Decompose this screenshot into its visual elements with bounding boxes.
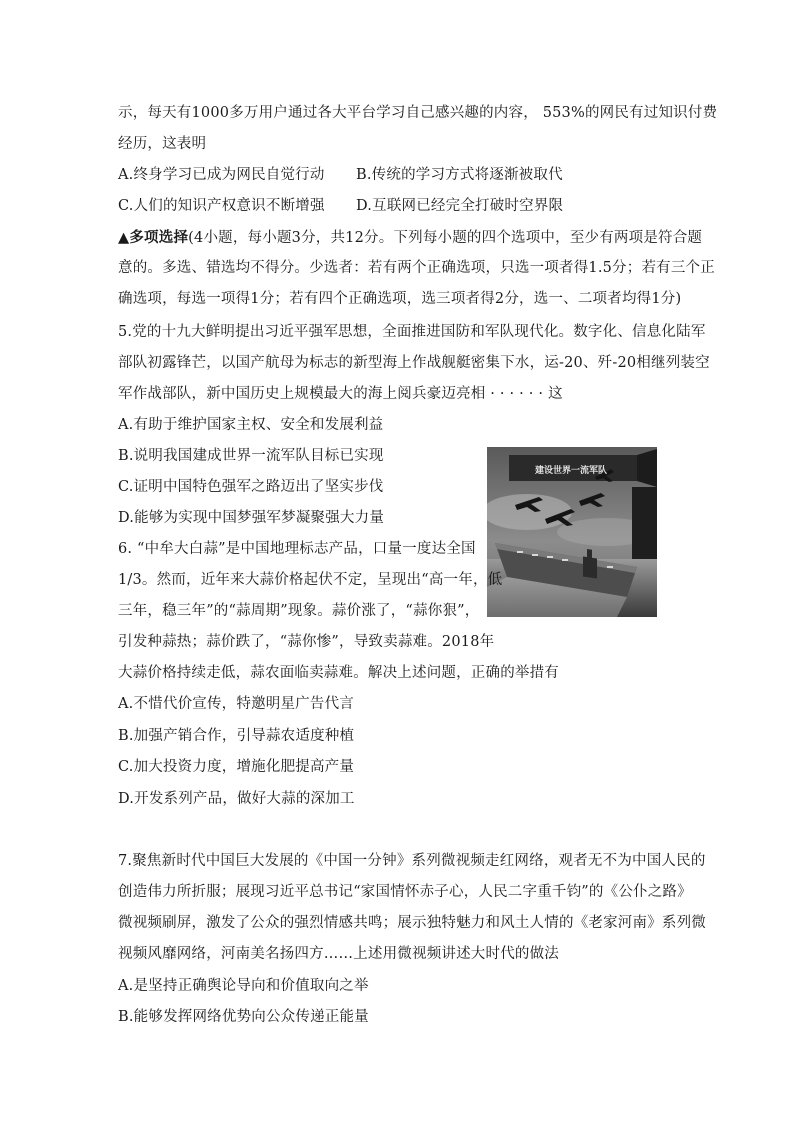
figure-banner-text: 建设世界一流军队 <box>534 466 608 476</box>
q5-option-a: A.有助于维护国家主权、安全和发展利益 <box>118 417 384 433</box>
q4-option-d: D.互联网已经完全打破时空界限 <box>356 198 564 214</box>
q4-options-row-1 <box>118 165 563 185</box>
q6-option-b: B.加强产销合作，引导蒜农适度种植 <box>118 728 355 744</box>
section-header-line-2: 意的。多选、错选均不得分。少选者：若有两个正确选项，只选一项者得1.5分；若有三个正 <box>118 260 715 276</box>
triangle-icon: ▲ <box>118 229 130 246</box>
q4-options-row-2 <box>118 196 564 216</box>
q4-option-c: C.人们的知识产权意识不断增强 <box>118 198 325 214</box>
military-photo-illustration <box>487 447 657 617</box>
q6-stem-line-3: 三年，稳三年”的“蒜周期”现象。蒜价涨了，“蒜你狠”， <box>118 603 480 619</box>
military-photo-figure <box>487 447 657 617</box>
q6-stem-line-1: 6. “中牟大白蒜”是中国地理标志产品，口量一度达全国 <box>118 541 476 557</box>
q6-option-a: A.不惜代价宣传，特邀明星广告代言 <box>118 696 354 712</box>
q5-stem-line-2: 部队初露锋芒，以国产航母为标志的新型海上作战舰艇密集下水，运-20、歼-20相继列装空 <box>118 355 710 371</box>
q5-stem-line-1: 5.党的十九大鲜明提出习近平强军思想，全面推进国防和军队现代化。数字化、信息化陆军 <box>118 324 706 340</box>
section-header-line-1 <box>118 228 702 248</box>
q4-option-a: A.终身学习已成为网民自觉行动 <box>118 167 325 183</box>
q5-stem-line-3: 军作战部队，新中国历史上规模最大的海上阅兵豪迈亮相 · · · · · · 这 <box>118 386 563 402</box>
q4-stem-line-1: 示，每天有1000多万用户通过各大平台学习自己感兴趣的内容， 553%的网民有过知识付费 <box>118 105 718 121</box>
q7-stem-line-3: 微视频刷屏，激发了公众的强烈情感共鸣；展示独特魅力和风土人情的《老家河南》系列微 <box>118 915 706 931</box>
q4-option-b: B.传统的学习方式将逐渐被取代 <box>356 167 563 183</box>
section-instructions: (4小题，每小题3分，共12分。下列每小题的四个选项中，至少有两项是符合题 <box>188 230 703 246</box>
q7-stem-line-4: 视频风靡网络，河南美名扬四方……上述用微视频讲述大时代的做法 <box>118 946 559 962</box>
q5-option-b: B.说明我国建成世界一流军队目标已实现 <box>118 448 384 464</box>
q7-option-b: B.能够发挥网络优势向公众传递正能量 <box>118 1009 369 1025</box>
section-title: 多项选择 <box>129 229 189 246</box>
q6-option-c: C.加大投资力度，增施化肥提高产量 <box>118 759 355 775</box>
q6-stem-line-2: 1/3。然而，近年来大蒜价格起伏不定，呈现出“高一年，低 <box>118 572 503 588</box>
q5-option-d: D.能够为实现中国梦强军梦凝聚强大力量 <box>118 510 385 526</box>
section-header-line-3: 确选项，每选一项得1分；若有四个正确选项，选三项者得2分，选一、二项者均得1分) <box>118 291 682 307</box>
q5-option-c: C.证明中国特色强军之路迈出了坚实步伐 <box>118 479 384 495</box>
q4-stem-line-2: 经历，这表明 <box>118 136 207 152</box>
q6-stem-line-5: 大蒜价格持续走低，蒜农面临卖蒜难。解决上述问题，正确的举措有 <box>118 665 559 681</box>
q7-option-a: A.是坚持正确舆论导向和价值取向之举 <box>118 978 369 994</box>
q6-stem-line-4: 引发种蒜热；蒜价跌了，“蒜你惨”，导致卖蒜难。2018年 <box>118 634 495 650</box>
q6-option-d: D.开发系列产品，做好大蒜的深加工 <box>118 791 355 807</box>
q7-stem-line-2: 创造伟力所折服；展现习近平总书记“家国情怀赤子心，人民二字重千钧”的《公仆之路》 <box>118 884 692 900</box>
q7-stem-line-1: 7.聚焦新时代中国巨大发展的《中国一分钟》系列微视频走红网络，观者无不为中国人民的 <box>118 853 706 869</box>
